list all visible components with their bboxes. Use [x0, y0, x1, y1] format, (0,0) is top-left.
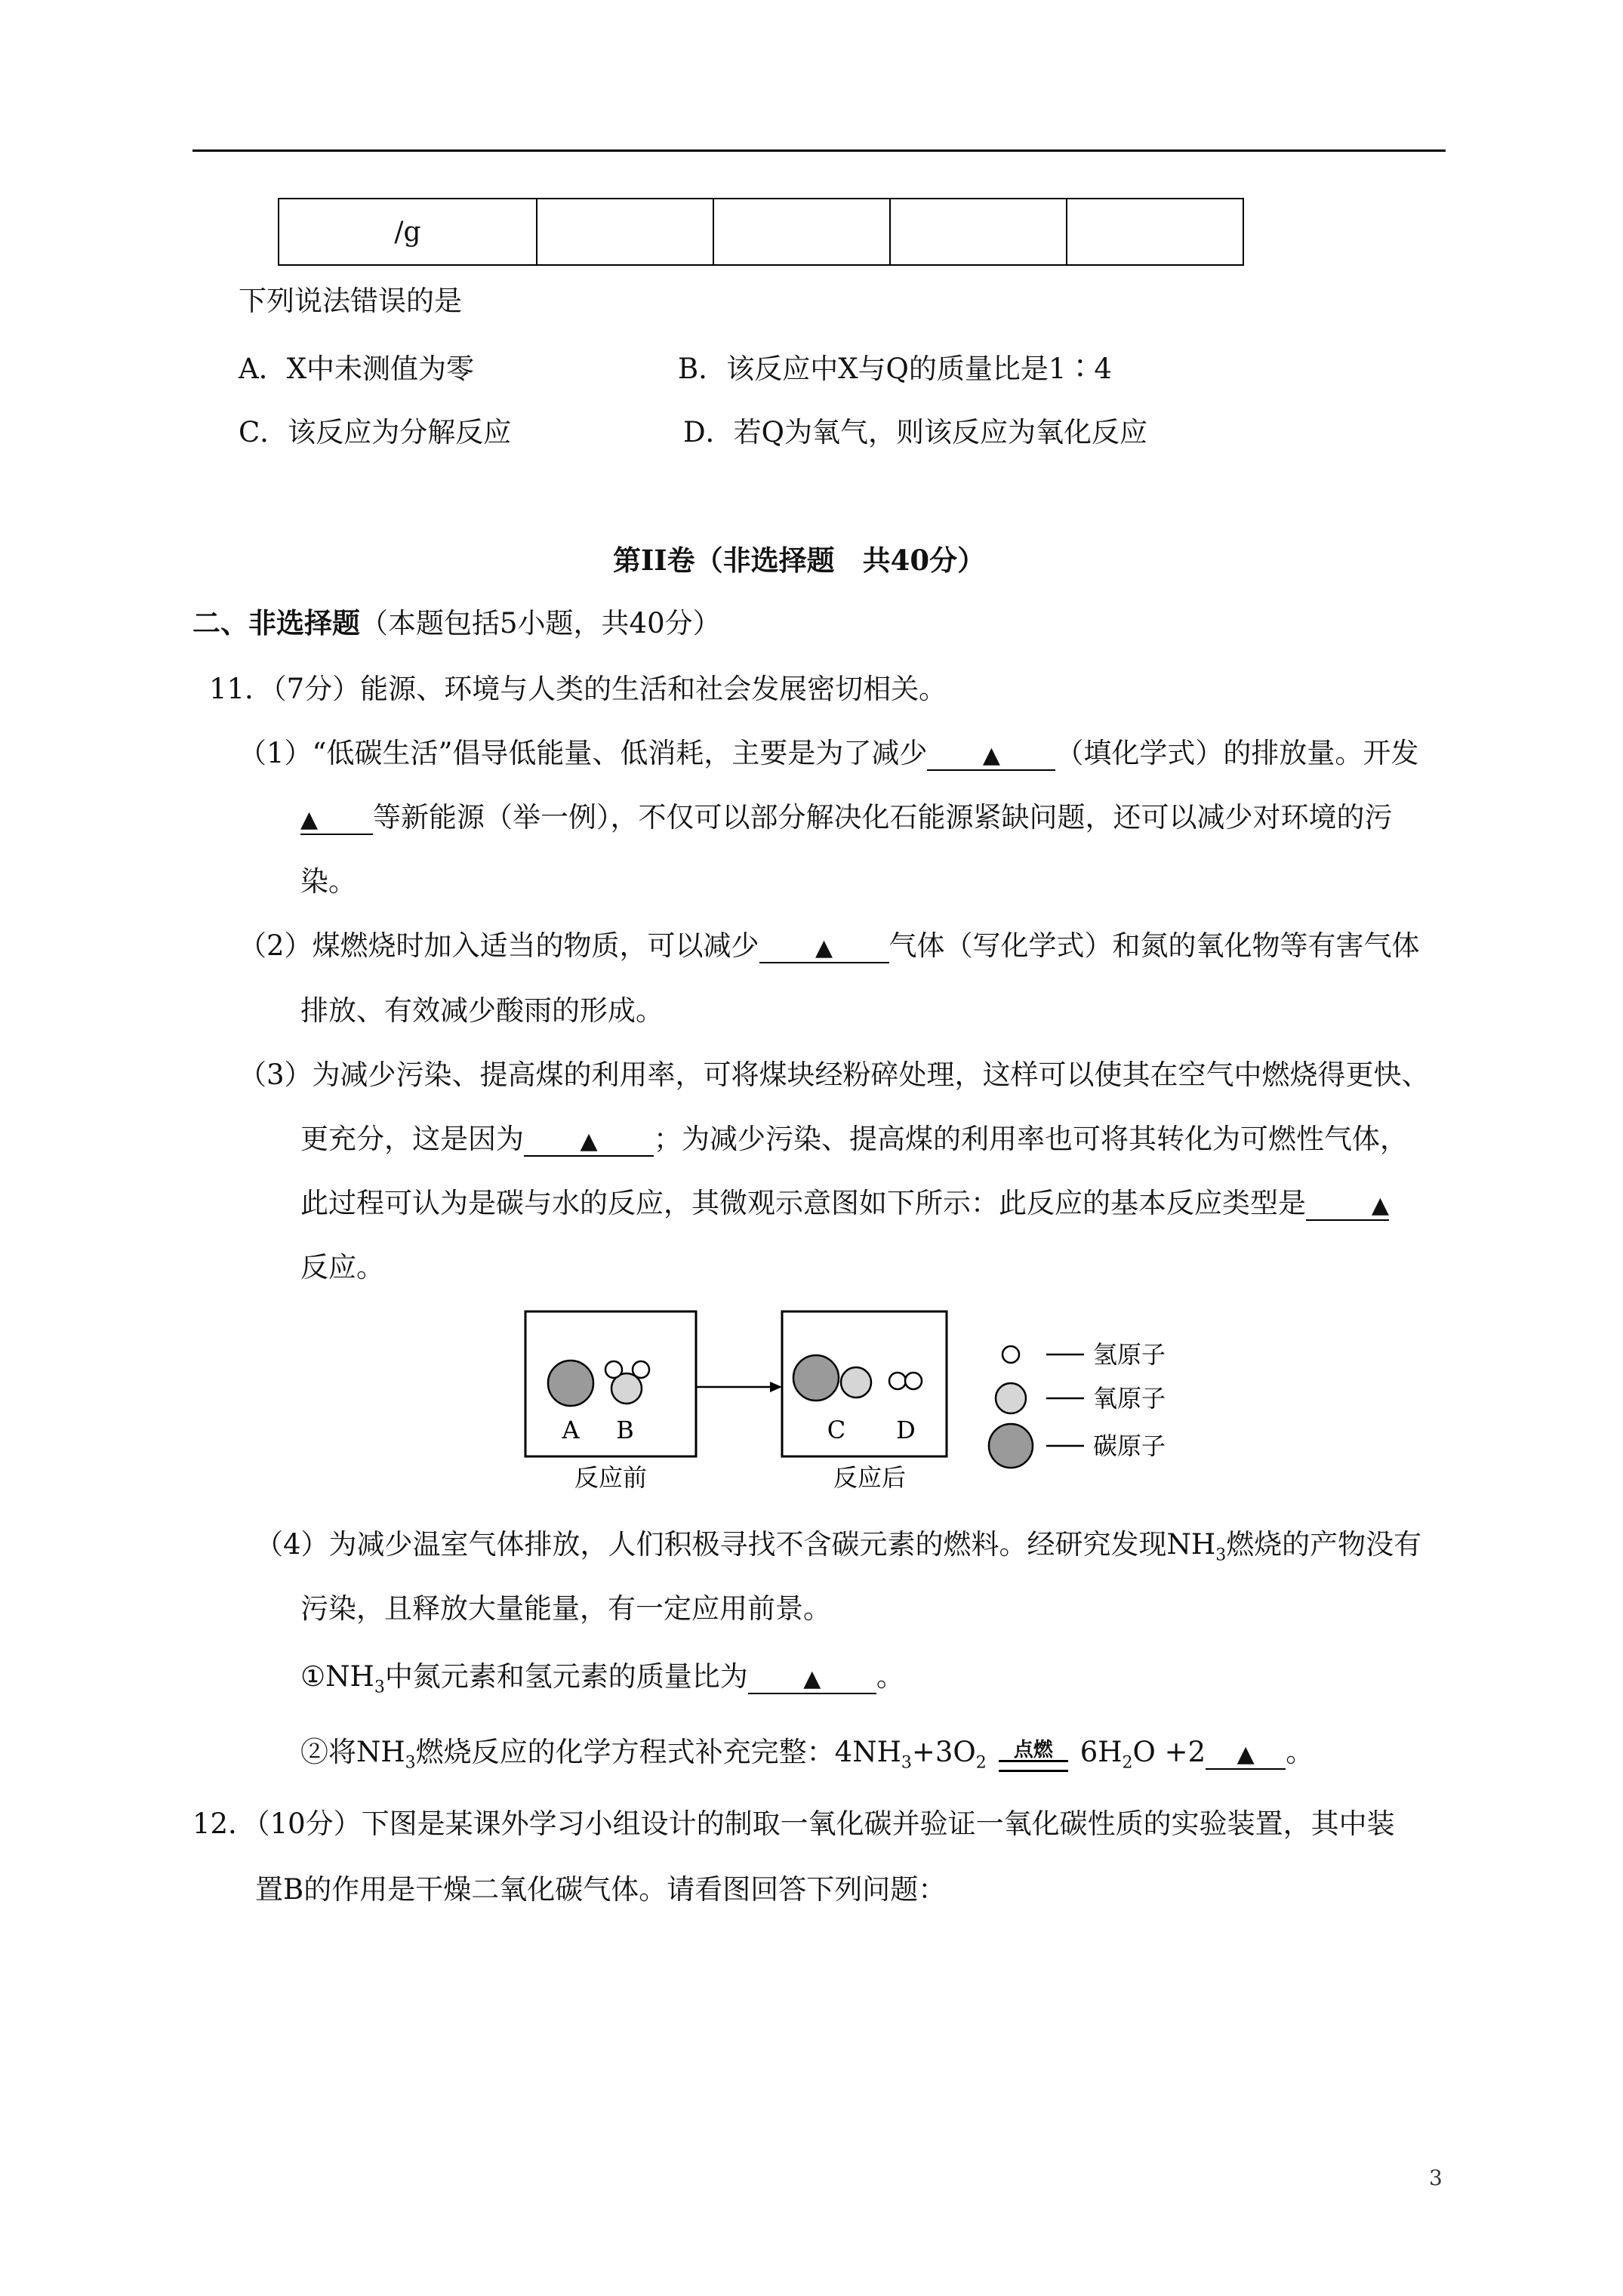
equals-sign [999, 1760, 1068, 1772]
q11-part3-line1: （3）为减少污染、提高煤的利用率，可将煤块经粉碎处理，这样可以使其在空气中燃烧得更快、 [239, 1059, 1430, 1091]
answer-blank[interactable] [524, 1123, 654, 1157]
q11-text: +3O [911, 1736, 976, 1768]
label-c: C [827, 1416, 846, 1444]
carbon-atom [548, 1361, 593, 1406]
answer-blank[interactable] [748, 1660, 876, 1694]
arrow-head-icon [770, 1382, 782, 1392]
q10-prompt: 下列说法错误的是 [239, 285, 462, 317]
answer-blank[interactable] [1206, 1736, 1286, 1770]
label-a: A [562, 1416, 580, 1444]
table-cell [537, 199, 713, 265]
q11-part3-line2 [300, 1116, 1408, 1157]
q11-part3-line4: 反应。 [300, 1251, 384, 1284]
answer-blank[interactable] [1306, 1187, 1389, 1221]
subscript: 2 [975, 1753, 987, 1773]
legend-carbon: 碳原子 [1093, 1432, 1166, 1460]
q12-line2: 置B的作用是干燥二氧化碳气体。请看图回答下列问题： [255, 1873, 947, 1906]
q11-part4-line2: 污染，且释放大量能量，有一定应用前景。 [300, 1592, 831, 1625]
table-cell [1067, 199, 1243, 265]
answer-blank[interactable] [759, 929, 889, 963]
q11-text: 此过程可认为是碳与水的反应，其微观示意图如下所示：此反应的基本反应类型是 [300, 1187, 1306, 1219]
subscript: 2 [1122, 1753, 1133, 1773]
q11-text: （2）煤燃烧时加入适当的物质，可以减少 [239, 929, 759, 962]
hydrogen-legend-icon [1002, 1346, 1019, 1363]
subscript: 3 [405, 1753, 416, 1773]
subscript: 3 [901, 1753, 912, 1773]
hydrogen-atom [605, 1361, 622, 1378]
triangle-icon: ▲ [1371, 1192, 1389, 1219]
label-d: D [896, 1416, 916, 1444]
q11-text: 。 [876, 1660, 904, 1693]
oxygen-atom [841, 1367, 871, 1398]
q11-text: ①NH [300, 1660, 374, 1693]
q11-intro: 11．（7分）能源、环境与人类的生活和社会发展密切相关。 [209, 673, 947, 705]
q11-part1-line1 [239, 730, 1418, 771]
q10-option-a: A．X中未测值为零 [239, 353, 475, 385]
q11-text: （1）“低碳生活”倡导低能量、低消耗，主要是为了减少 [239, 737, 928, 769]
q10-option-d: D．若Q为氧气，则该反应为氧化反应 [683, 416, 1147, 448]
q11-part2-line1 [239, 923, 1420, 963]
reaction-diagram [521, 1302, 1200, 1499]
label-b: B [616, 1416, 634, 1444]
legend-oxygen: 氧原子 [1093, 1384, 1166, 1413]
triangle-icon: ▲ [815, 935, 833, 961]
carbon-atom [793, 1355, 839, 1401]
answer-blank[interactable] [927, 737, 1055, 771]
q11-text: （4）为减少温室气体排放，人们积极寻找不含碳元素的燃料。经研究发现NH [255, 1528, 1216, 1561]
triangle-icon: ▲ [803, 1666, 821, 1692]
q11-text: 燃烧反应的化学方程式补充完整：4NH [415, 1736, 901, 1768]
q11-text: 等新能源（举一例），不仅可以部分解决化石能源紧缺问题，还可以减少对环境的污 [373, 801, 1393, 834]
q11-part1-line3: 染。 [300, 865, 356, 898]
answer-blank[interactable] [300, 801, 373, 835]
subscript: 3 [1215, 1546, 1227, 1565]
after-label: 反应后 [833, 1463, 907, 1492]
carbon-legend-icon [989, 1424, 1033, 1468]
q10-option-c: C．该反应为分解反应 [239, 416, 512, 448]
triangle-icon: ▲ [1236, 1741, 1255, 1767]
hydrogen-atom [633, 1361, 649, 1378]
table-cell [890, 199, 1067, 265]
section-header-label: 二、非选择题 [192, 606, 360, 639]
legend-hydrogen: 氢原子 [1093, 1340, 1166, 1369]
q11-part1-line2 [300, 794, 1393, 835]
q11-part2-line2: 排放、有效减少酸雨的形成。 [300, 994, 664, 1027]
section-header [192, 600, 721, 641]
hydrogen-atom [905, 1373, 922, 1389]
q11-text: 气体（写化学式）和氮的氧化物等有害气体 [888, 929, 1420, 962]
page-number: 3 [1429, 2165, 1443, 2190]
triangle-icon: ▲ [300, 806, 319, 833]
table-cell [713, 199, 890, 265]
q11-part4-line4 [300, 1729, 1313, 1772]
oxygen-legend-icon [996, 1383, 1026, 1413]
before-label: 反应前 [574, 1463, 648, 1492]
q11-part4-line1 [255, 1521, 1421, 1564]
q11-text: 燃烧的产物没有 [1226, 1528, 1422, 1561]
reaction-condition [999, 1740, 1068, 1772]
q11-text: 更充分，这是因为 [300, 1123, 524, 1155]
triangle-icon: ▲ [982, 742, 1000, 769]
header-rule [192, 149, 1446, 152]
unit-label: /g [394, 216, 421, 248]
table-cell [279, 199, 537, 265]
table-row [279, 199, 1243, 265]
section-header-note: （本题包括5小题，共40分） [360, 607, 721, 639]
ignite-label: 点燃 [1013, 1739, 1053, 1762]
section-title: 第II卷（非选择题 共40分） [613, 544, 986, 577]
q11-text: ；为减少污染、提高煤的利用率也可将其转化为可燃性气体， [654, 1123, 1408, 1155]
q11-text: ②将NH [300, 1736, 405, 1768]
q11-part4-line3 [300, 1653, 904, 1697]
q11-text: O +2 [1132, 1736, 1206, 1768]
triangle-icon: ▲ [580, 1128, 598, 1154]
q11-text: 中氮元素和氢元素的质量比为 [384, 1660, 748, 1693]
q11-text: 6H [1079, 1736, 1123, 1768]
q12-line1: 12．（10分）下图是某课外学习小组设计的制取一氧化碳并验证一氧化碳性质的实验装置，其中装 [192, 1808, 1395, 1840]
hydrogen-atom [889, 1373, 906, 1389]
q10-option-b: B．该反应中X与Q的质量比是1∶4 [678, 353, 1112, 385]
data-table [278, 198, 1244, 266]
q11-text: （填化学式）的排放量。开发 [1055, 737, 1419, 769]
q11-text: 。 [1286, 1736, 1314, 1768]
q11-part3-line3 [300, 1180, 1389, 1221]
subscript: 3 [374, 1678, 385, 1697]
